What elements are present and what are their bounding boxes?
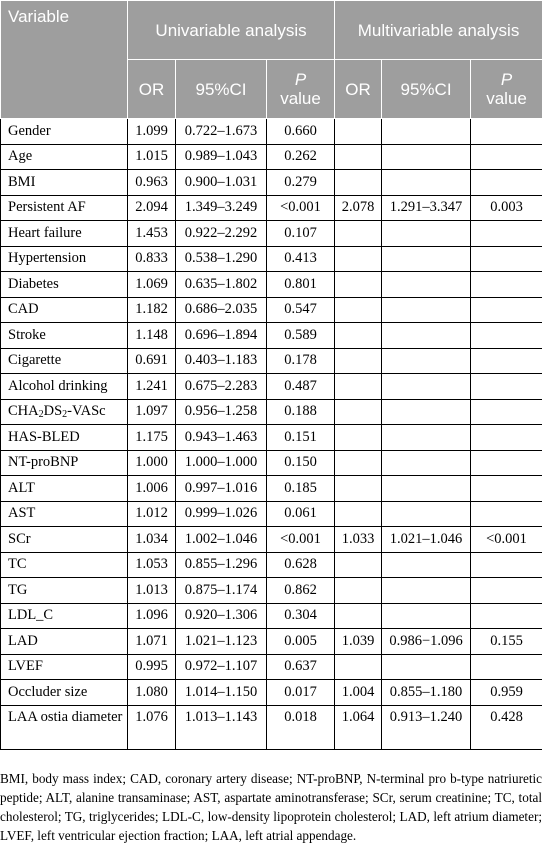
univariable-or-cell: 1.069 [128,272,176,298]
variable-cell: Age [1,144,128,170]
multivariable-p-cell [471,374,542,400]
table-row [1,425,542,451]
table-row [1,170,542,196]
table-row [1,374,542,400]
univariable-ci-cell: 0.943–1.463 [176,425,267,451]
univariable-p-cell: 0.262 [267,144,335,170]
multivariable-ci-cell [382,501,471,527]
multivariable-p-cell [471,552,542,578]
multivariable-or-cell: 2.078 [335,195,382,221]
table-body [1,119,542,750]
univariable-ci-cell: 0.403–1.183 [176,348,267,374]
multivariable-or-cell [335,450,382,476]
univariable-ci-cell: 0.972–1.107 [176,654,267,680]
univariable-p-cell: 0.185 [267,476,335,502]
univariable-ci-cell: 0.920–1.306 [176,603,267,629]
multivariable-p-cell [471,603,542,629]
multivariable-header: Multivariable analysis [335,1,542,60]
multivariable-or-cell [335,221,382,247]
multivariable-ci-cell [382,246,471,272]
univariable-or-cell: 1.182 [128,297,176,323]
univariable-ci-cell: 0.686–2.035 [176,297,267,323]
multivariable-ci-cell: 0.855–1.180 [382,680,471,706]
multivariable-p-cell: 0.003 [471,195,542,221]
univariable-p-cell: 0.017 [267,680,335,706]
variable-cell: Alcohol drinking [1,374,128,400]
multivariable-p-cell [471,144,542,170]
multivariable-p-cell: 0.959 [471,680,542,706]
univariable-p-cell: 0.660 [267,119,335,145]
univariable-ci-cell: 0.922–2.292 [176,221,267,247]
variable-cell: BMI [1,170,128,196]
multivariable-or-cell [335,297,382,323]
multivariable-or-cell [335,144,382,170]
variable-cell: ALT [1,476,128,502]
univariable-ci-cell: 0.635–1.802 [176,272,267,298]
univariable-p-cell: 0.637 [267,654,335,680]
univariable-ci-cell: 1.014–1.150 [176,680,267,706]
univariable-p-cell: 0.487 [267,374,335,400]
univariable-p-cell: 0.862 [267,578,335,604]
table-row [1,272,542,298]
table-header [1,1,542,119]
univariable-ci-cell: 0.997–1.016 [176,476,267,502]
multivariable-ci-cell: 1.291–3.347 [382,195,471,221]
variable-header: Variable [1,1,128,119]
univariable-or-cell: 1.006 [128,476,176,502]
univariable-ci-cell: 1.349–3.249 [176,195,267,221]
variable-cell: Occluder size [1,680,128,706]
table-row [1,501,542,527]
univariable-ci-cell: 0.675–2.283 [176,374,267,400]
univariable-or-cell: 0.963 [128,170,176,196]
univariable-ci-cell: 1.000–1.000 [176,450,267,476]
univariable-ci-cell: 0.956–1.258 [176,399,267,425]
multivariable-p-cell: <0.001 [471,527,542,553]
univariable-p-header [267,60,335,119]
univariable-or-cell: 1.000 [128,450,176,476]
univariable-or-cell: 1.053 [128,552,176,578]
univariable-p-cell: <0.001 [267,195,335,221]
multivariable-or-header: OR [335,60,382,119]
multivariable-ci-cell [382,221,471,247]
multivariable-or-cell [335,119,382,145]
multivariable-p-cell [471,450,542,476]
table-row [1,119,542,145]
variable-text: CHA [8,403,39,420]
univariable-p-cell: <0.001 [267,527,335,553]
multivariable-p-cell [471,578,542,604]
table-row [1,450,542,476]
multivariable-ci-cell [382,552,471,578]
table-row [1,629,542,655]
univariable-or-cell: 0.995 [128,654,176,680]
univariable-p-cell: 0.304 [267,603,335,629]
multivariable-p-cell [471,297,542,323]
multivariable-or-cell [335,399,382,425]
variable-cell: LDL_C [1,603,128,629]
univariable-p-cell: 0.547 [267,297,335,323]
multivariable-or-cell [335,552,382,578]
univariable-or-cell: 1.015 [128,144,176,170]
univariable-or-cell: 1.175 [128,425,176,451]
variable-cell [1,399,128,425]
multivariable-or-cell: 1.064 [335,705,382,749]
univariable-ci-cell: 1.002–1.046 [176,527,267,553]
multivariable-or-cell [335,374,382,400]
univariable-p-cell: 0.150 [267,450,335,476]
multivariable-ci-cell [382,654,471,680]
multivariable-or-cell [335,323,382,349]
multivariable-or-cell: 1.033 [335,527,382,553]
multivariable-p-cell [471,272,542,298]
multivariable-or-cell [335,476,382,502]
univariable-p-cell: 0.279 [267,170,335,196]
multivariable-or-cell [335,501,382,527]
univariable-ci-cell: 0.538–1.290 [176,246,267,272]
univariable-ci-cell: 1.021–1.123 [176,629,267,655]
multivariable-p-cell [471,323,542,349]
variable-cell: Hypertension [1,246,128,272]
univariable-header: Univariable analysis [128,1,335,60]
univariable-or-cell: 1.034 [128,527,176,553]
univariable-p-cell: 0.628 [267,552,335,578]
multivariable-ci-cell: 1.021–1.046 [382,527,471,553]
table-row [1,221,542,247]
variable-cell: LAA ostia diameter [1,705,128,749]
multivariable-ci-cell [382,603,471,629]
univariable-or-cell: 1.071 [128,629,176,655]
univariable-or-cell: 1.097 [128,399,176,425]
multivariable-or-cell [335,246,382,272]
multivariable-ci-cell [382,425,471,451]
table-row [1,603,542,629]
variable-cell: CAD [1,297,128,323]
univariable-ci-cell: 0.900–1.031 [176,170,267,196]
univariable-ci-cell: 0.989–1.043 [176,144,267,170]
univariable-p-cell: 0.178 [267,348,335,374]
univariable-or-cell: 1.013 [128,578,176,604]
variable-cell: Heart failure [1,221,128,247]
variable-cell: Persistent AF [1,195,128,221]
variable-cell: NT-proBNP [1,450,128,476]
multivariable-ci-header: 95%CI [382,60,471,119]
multivariable-p-cell [471,399,542,425]
multivariable-p-cell [471,246,542,272]
table-row [1,323,542,349]
table-row [1,246,542,272]
univariable-or-cell: 1.096 [128,603,176,629]
variable-cell: TC [1,552,128,578]
table-row [1,680,542,706]
univariable-p-cell: 0.061 [267,501,335,527]
univariable-ci-header: 95%CI [176,60,267,119]
table-row [1,578,542,604]
univariable-p-cell: 0.018 [267,705,335,749]
univariable-or-cell: 0.833 [128,246,176,272]
table-row [1,399,542,425]
multivariable-p-cell [471,501,542,527]
multivariable-ci-cell [382,450,471,476]
p-italic: P [294,70,307,89]
univariable-or-cell: 1.241 [128,374,176,400]
univariable-ci-cell: 0.999–1.026 [176,501,267,527]
variable-cell: LVEF [1,654,128,680]
univariable-or-cell: 1.080 [128,680,176,706]
multivariable-ci-cell [382,399,471,425]
multivariable-p-cell [471,654,542,680]
univariable-ci-cell: 0.696–1.894 [176,323,267,349]
multivariable-ci-cell [382,144,471,170]
univariable-p-cell: 0.413 [267,246,335,272]
multivariable-p-cell [471,119,542,145]
variable-cell: TG [1,578,128,604]
univariable-or-header: OR [128,60,176,119]
multivariable-ci-cell [382,374,471,400]
univariable-p-cell: 0.005 [267,629,335,655]
univariable-or-cell: 1.099 [128,119,176,145]
table-row [1,654,542,680]
variable-cell: SCr [1,527,128,553]
variable-cell: Cigarette [1,348,128,374]
variable-cell: Stroke [1,323,128,349]
subscript: 2 [62,409,68,421]
univariable-ci-cell: 0.875–1.174 [176,578,267,604]
multivariable-ci-cell [382,476,471,502]
p-italic: P [500,70,513,89]
multivariable-or-cell [335,425,382,451]
multivariable-or-cell: 1.004 [335,680,382,706]
univariable-ci-cell: 0.722–1.673 [176,119,267,145]
univariable-or-cell: 0.691 [128,348,176,374]
multivariable-or-cell [335,272,382,298]
table-row [1,705,542,749]
multivariable-or-cell [335,654,382,680]
univariable-ci-cell: 1.013–1.143 [176,705,267,749]
table-row [1,195,542,221]
multivariable-or-cell [335,170,382,196]
variable-cell: AST [1,501,128,527]
univariable-ci-cell: 0.855–1.296 [176,552,267,578]
multivariable-ci-cell [382,348,471,374]
variable-cell: LAD [1,629,128,655]
multivariable-ci-cell [382,578,471,604]
univariable-p-cell: 0.107 [267,221,335,247]
variable-text: DS [43,403,63,420]
table-footnote: BMI, body mass index; CAD, coronary artery disease; NT-proBNP, N-terminal pro b-type natriuretic peptide; ALT, alanine transaminase; AST, aspartate aminotransferase; SCr, serum creatinine; TC, total cholesterol; TG, triglycerides; LDL-C, low-density lipoprotein cholesterol; LAD, left atrium diameter; LVEF, left ventricular ejection fraction; LAA, left atrial appendage. [0,771,542,843]
variable-cell: Gender [1,119,128,145]
multivariable-p-cell: 0.428 [471,705,542,749]
table-row [1,297,542,323]
univariable-or-cell: 1.148 [128,323,176,349]
variable-cell: Diabetes [1,272,128,298]
univariable-or-cell: 1.012 [128,501,176,527]
multivariable-ci-cell [382,323,471,349]
univariable-p-cell: 0.589 [267,323,335,349]
univariable-p-cell: 0.801 [267,272,335,298]
multivariable-or-cell [335,603,382,629]
univariable-or-cell: 2.094 [128,195,176,221]
multivariable-or-cell [335,348,382,374]
multivariable-p-cell [471,476,542,502]
subscript: 2 [38,409,44,421]
p-value-label: value [486,89,527,108]
multivariable-p-cell [471,170,542,196]
univariable-or-cell: 1.453 [128,221,176,247]
multivariable-ci-cell [382,272,471,298]
multivariable-p-cell [471,221,542,247]
univariable-p-cell: 0.151 [267,425,335,451]
variable-text: -VASc [67,403,106,420]
multivariable-p-cell: 0.155 [471,629,542,655]
univariable-or-cell: 1.076 [128,705,176,749]
univariable-p-cell: 0.188 [267,399,335,425]
multivariable-ci-cell [382,297,471,323]
table-row [1,144,542,170]
table-row [1,552,542,578]
multivariable-ci-cell [382,170,471,196]
multivariable-p-header [471,60,542,119]
multivariable-or-cell: 1.039 [335,629,382,655]
table-row [1,527,542,553]
variable-cell: HAS-BLED [1,425,128,451]
table-row [1,348,542,374]
p-value-label: value [280,89,321,108]
multivariable-or-cell [335,578,382,604]
multivariable-ci-cell: 0.986−1.096 [382,629,471,655]
multivariable-p-cell [471,425,542,451]
table-row [1,476,542,502]
multivariable-ci-cell [382,119,471,145]
multivariable-ci-cell: 0.913–1.240 [382,705,471,749]
multivariable-p-cell [471,348,542,374]
